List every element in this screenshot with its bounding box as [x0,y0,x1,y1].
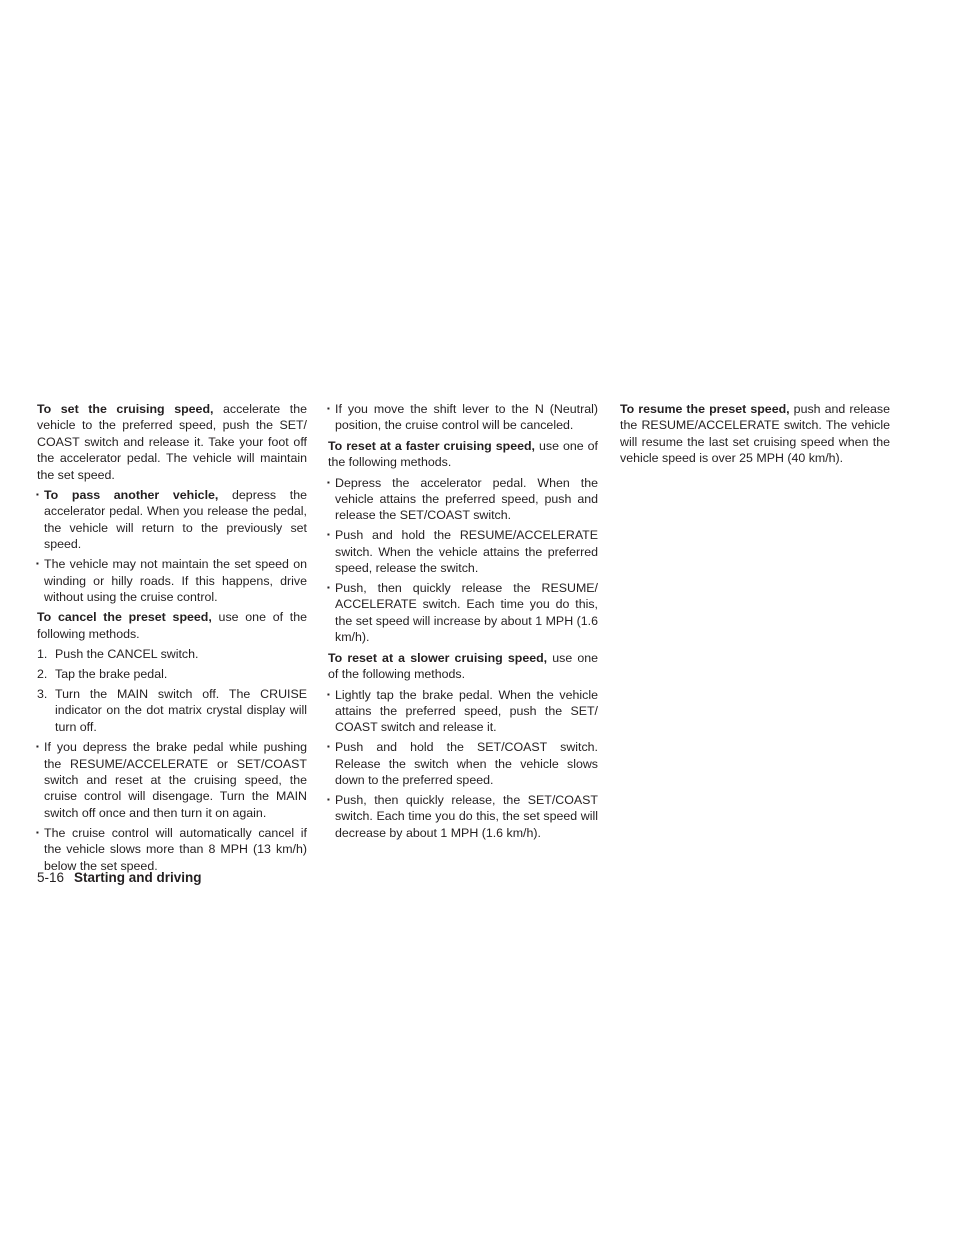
list-item [37,686,307,735]
body-text: use one of the following methods. [37,610,308,641]
lead-text: To pass another vehicle, [44,488,219,503]
column-2 [328,401,598,845]
body-text: use one of the following methods. [328,650,598,682]
list-item [37,487,307,553]
step-number: 2. [37,667,48,682]
list-item: ▪ Push and hold the SET/COAST switch. Release the switch when the vehicle slows down to the preferred speed. [328,739,598,788]
lead-text: To reset at a faster cruising speed, [328,438,535,453]
list-item: ▪ If you move the shift lever to the N (Neutral) position, the cruise control will be canceled. [328,401,598,434]
step-number: 3. [37,687,48,701]
step-text: Tap the brake pedal. [55,667,168,682]
bullet-list [37,487,307,605]
list-item: ▪ The cruise control will automatically cancel if the vehicle slows more than 8 MPH (13 km/h) below the set speed. [37,825,307,874]
body-text: depress the accelerator pedal. When you release the pedal, the vehicle will return to the previously set speed. [44,488,307,552]
paragraph-cancel-preset-speed [37,609,307,642]
bullet-list [328,401,598,434]
column-3 [620,401,890,471]
page-footer [37,870,202,885]
page-number: 5-16 [37,870,65,885]
body-text: use one of the following methods. [328,438,598,470]
list-item: ▪ If you depress the brake pedal while pushing the RESUME/ACCELERATE or SET/COAST switch and reset at the cruising speed, the cruise control will disengage. Turn the MAIN switch off once and then turn it on again. [37,739,307,821]
list-item [37,666,307,682]
paragraph-reset-faster [328,438,598,471]
list-item [37,646,307,662]
paragraph-reset-slower [328,650,598,683]
step-text: Push the CANCEL switch. [55,647,199,662]
bullet-list [328,475,598,646]
list-item: ▪ Push, then quickly release, the SET/COAST switch. Each time you do this, the set speed will decrease by about 1 MPH (1.6 km/h). [328,792,598,841]
numbered-list [37,646,307,735]
paragraph-set-cruising-speed [37,401,307,483]
body-text: push and release the RESUME/ACCELERATE switch. The vehicle will resume the last set cruising speed when the vehicle speed is over 25 MPH (40 km/h). [620,402,890,466]
step-text: Turn the MAIN switch off. The CRUISE indicator on the dot matrix crystal display will turn off. [55,687,307,734]
bullet-list [37,739,307,874]
section-title: Starting and driving [74,870,202,885]
bullet-list [328,687,598,842]
list-item: ▪ Push, then quickly release the RESUME/ ACCELERATE switch. Each time you do this, the set speed will increase by about 1 MPH (1.6 km/h). [328,580,598,646]
body-text: accelerate the vehicle to the preferred speed, push the SET/ COAST switch and release it. Take your foot off the accelerator pedal. The vehicle will maintain the set speed. [37,402,307,482]
step-number: 1. [37,647,48,662]
paragraph-resume-preset-speed [620,401,890,467]
lead-text: To reset at a slower cruising speed, [328,650,548,665]
lead-text: To set the cruising speed, [37,402,214,416]
list-item: ▪ The vehicle may not maintain the set speed on winding or hilly roads. If this happens, drive without using the cruise control. [37,556,307,605]
column-1 [37,401,307,878]
lead-text: To cancel the preset speed, [37,610,212,625]
lead-text: To resume the preset speed, [620,402,790,416]
list-item: ▪ Push and hold the RESUME/ACCELERATE switch. When the vehicle attains the preferred speed, release the switch. [328,527,598,576]
list-item: ▪ Lightly tap the brake pedal. When the vehicle attains the preferred speed, push the SET/ COAST switch and release it. [328,687,598,736]
list-item: ▪ Depress the accelerator pedal. When the vehicle attains the preferred speed, push and release the SET/COAST switch. [328,475,598,524]
